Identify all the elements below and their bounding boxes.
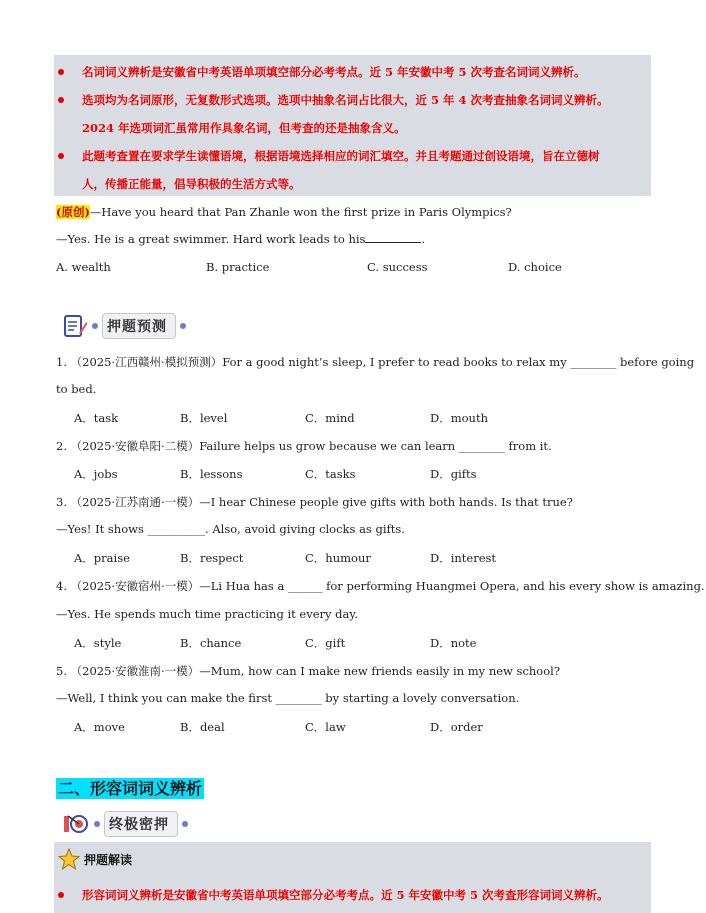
- answer-text: —Yes. He is a great swimmer. Hard work leads to his: [56, 232, 366, 246]
- q5-option-a[interactable]: A．move: [74, 720, 125, 734]
- q1-option-b[interactable]: B．level: [180, 411, 228, 425]
- section2-badge: [62, 811, 188, 837]
- target-icon: [62, 812, 90, 836]
- q3-option-d[interactable]: D．interest: [430, 551, 497, 565]
- answer-end: .: [421, 232, 426, 246]
- original-answer: [56, 232, 425, 246]
- question-3: 3. （2025·江苏南通·一模）—I hear Chinese people give gifts with both hands. Is that true?: [56, 495, 573, 509]
- question-5-line2: —Well, I think you can make the first ________ by starting a lovely conversation.: [56, 691, 520, 705]
- section-title-text: 二、形容词词义辨析: [58, 779, 203, 798]
- q4-option-d[interactable]: D．note: [430, 636, 477, 650]
- q4-option-a[interactable]: A．style: [74, 636, 122, 650]
- note-line: 名词词义辨析是安徽省中考英语单项填空部分必考考点。近 5 年安徽中考 5 次考查名词词义辨析。: [82, 65, 586, 79]
- interp-label: 押题解读: [84, 852, 133, 867]
- dot-icon: [180, 323, 186, 329]
- option-b[interactable]: B. practice: [206, 260, 270, 274]
- note-line: 此题考查置在要求学生读懂语境，根据语境选择相应的词汇填空。并且考题通过创设语境，旨在立德树: [82, 149, 600, 163]
- q4-option-c[interactable]: C．gift: [305, 636, 346, 650]
- star-icon: [58, 848, 80, 870]
- section-badge-label: 押题预测: [102, 313, 176, 339]
- q1-option-a[interactable]: A．task: [74, 411, 119, 425]
- q5-option-b[interactable]: B．deal: [180, 720, 225, 734]
- answer-blank: [365, 232, 421, 243]
- option-d[interactable]: D. choice: [508, 260, 562, 274]
- note-line: 2024 年选项词汇虽常用作具象名词，但考查的还是抽象含义。: [82, 121, 406, 135]
- q2-option-d[interactable]: D．gifts: [430, 467, 477, 481]
- question-3-line2: —Yes! It shows __________. Also, avoid giving clocks as gifts.: [56, 522, 405, 536]
- q2-option-b[interactable]: B．lessons: [180, 467, 243, 481]
- section-badge: [62, 313, 186, 339]
- option-c[interactable]: C. success: [367, 260, 428, 274]
- question-1: 1. （2025·江西赣州·模拟预测）For a good night’s sleep, I prefer to read books to relax my ________ before going: [56, 355, 695, 369]
- dot-icon: [94, 821, 100, 827]
- dot-icon: [182, 821, 188, 827]
- q5-option-c[interactable]: C．law: [305, 720, 346, 734]
- question-5: 5. （2025·安徽淮南·一模）—Mum, how can I make new friends easily in my new school?: [56, 664, 560, 678]
- dot-icon: [92, 323, 98, 329]
- q3-option-c[interactable]: C．humour: [305, 551, 371, 565]
- section2-badge-label: 终极密押: [104, 811, 178, 837]
- original-question: [56, 204, 512, 220]
- note-line: 选项均为名词原形，无复数形式选项。选项中抽象名词占比很大，近 5 年 4 次考查抽象名词词义辨析。: [82, 93, 609, 107]
- q3-option-b[interactable]: B．respect: [180, 551, 244, 565]
- bullet-icon: [58, 892, 64, 898]
- section-title: [56, 776, 204, 799]
- q1-option-c[interactable]: C．mind: [305, 411, 355, 425]
- question-4-line2: —Yes. He spends much time practicing it every day.: [56, 607, 359, 621]
- question-1-line2: to bed.: [56, 382, 97, 396]
- q3-option-a[interactable]: A．praise: [74, 551, 130, 565]
- original-question-text: —Have you heard that Pan Zhanle won the first prize in Paris Olympics?: [89, 205, 512, 219]
- interp-header: [58, 848, 132, 870]
- bullet-icon: [58, 153, 64, 159]
- notepad-icon: [62, 313, 88, 339]
- bullet-icon: [58, 97, 64, 103]
- q4-option-b[interactable]: B．chance: [180, 636, 242, 650]
- bullet-icon: [58, 69, 64, 75]
- note-line: 形容词词义辨析是安徽省中考英语单项填空部分必考考点。近 5 年安徽中考 5 次考查形容词词义辨析。: [82, 888, 609, 902]
- note-line: 人，传播正能量，倡导积极的生活方式等。: [82, 177, 301, 191]
- q2-option-a[interactable]: A．jobs: [74, 467, 118, 481]
- question-4: 4. （2025·安徽宿州·一模）—Li Hua has a ______ for performing Huangmei Opera, and his every show is amazing.: [56, 579, 705, 593]
- original-tag: (原创): [56, 205, 90, 219]
- q2-option-c[interactable]: C．tasks: [305, 467, 356, 481]
- q5-option-d[interactable]: D．order: [430, 720, 483, 734]
- option-a[interactable]: A. wealth: [56, 260, 111, 274]
- q1-option-d[interactable]: D．mouth: [430, 411, 488, 425]
- question-2: 2. （2025·安徽阜阳·二模）Failure helps us grow because we can learn ________ from it.: [56, 439, 552, 453]
